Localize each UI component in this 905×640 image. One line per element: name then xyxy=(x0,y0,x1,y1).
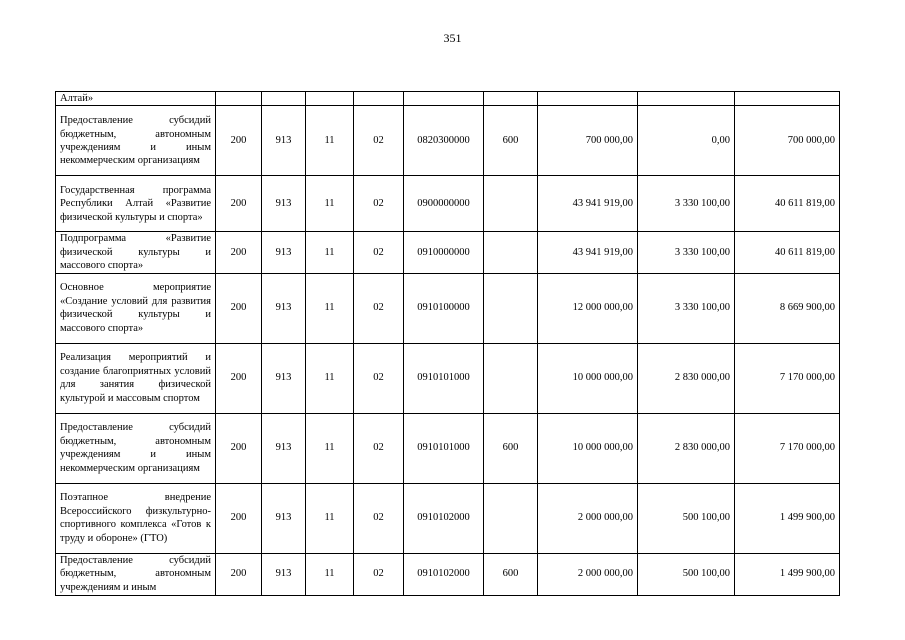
code-cell: 200 xyxy=(216,232,262,273)
subsection-cell: 02 xyxy=(354,273,404,343)
code-cell: 200 xyxy=(216,553,262,595)
table-row xyxy=(56,176,840,232)
amount-cell: 2 000 000,00 xyxy=(538,483,638,553)
section-cell: 11 xyxy=(306,483,354,553)
table-row xyxy=(56,413,840,483)
target-article-cell: 0910100000 xyxy=(404,273,484,343)
total-cell: 8 669 900,00 xyxy=(735,273,840,343)
row-name-cell: Предоставление субсидий бюджетным, автономным учреждениям и иным некоммерческим организациям xyxy=(56,413,216,483)
amount-cell: 43 941 919,00 xyxy=(538,176,638,232)
section-cell: 11 xyxy=(306,553,354,595)
expense-type-cell xyxy=(484,273,538,343)
row-name-cell: Поэтапное внедрение Всероссийского физкультурно-спортивного комплекса «Готов к труду и обороне» (ГТО) xyxy=(56,483,216,553)
amount-cell xyxy=(538,92,638,106)
change-cell: 500 100,00 xyxy=(638,483,735,553)
ministry-code-cell: 913 xyxy=(262,176,306,232)
table-row xyxy=(56,92,840,106)
expense-type-cell xyxy=(484,92,538,106)
amount-cell: 700 000,00 xyxy=(538,106,638,176)
change-cell: 500 100,00 xyxy=(638,553,735,595)
ministry-code-cell: 913 xyxy=(262,413,306,483)
ministry-code-cell: 913 xyxy=(262,553,306,595)
expense-type-cell: 600 xyxy=(484,106,538,176)
target-article-cell: 0910101000 xyxy=(404,413,484,483)
expense-type-cell: 600 xyxy=(484,413,538,483)
change-cell: 3 330 100,00 xyxy=(638,176,735,232)
section-cell: 11 xyxy=(306,106,354,176)
ministry-code-cell: 913 xyxy=(262,483,306,553)
total-cell xyxy=(735,92,840,106)
code-cell: 200 xyxy=(216,106,262,176)
row-name-cell: Государственная программа Республики Алтай «Развитие физической культуры и спорта» xyxy=(56,176,216,232)
section-cell: 11 xyxy=(306,413,354,483)
subsection-cell: 02 xyxy=(354,343,404,413)
code-cell: 200 xyxy=(216,483,262,553)
code-cell xyxy=(216,92,262,106)
subsection-cell: 02 xyxy=(354,176,404,232)
target-article-cell: 0910102000 xyxy=(404,483,484,553)
subsection-cell: 02 xyxy=(354,413,404,483)
row-name-cell: Предоставление субсидий бюджетным, автономным учреждениям и иным xyxy=(56,553,216,595)
row-name-cell: Подпрограмма «Развитие физической культуры и массового спорта» xyxy=(56,232,216,273)
subsection-cell: 02 xyxy=(354,553,404,595)
code-cell: 200 xyxy=(216,176,262,232)
ministry-code-cell: 913 xyxy=(262,273,306,343)
total-cell: 1 499 900,00 xyxy=(735,483,840,553)
expense-type-cell xyxy=(484,483,538,553)
section-cell: 11 xyxy=(306,232,354,273)
ministry-code-cell: 913 xyxy=(262,343,306,413)
amount-cell: 10 000 000,00 xyxy=(538,413,638,483)
target-article-cell: 0910101000 xyxy=(404,343,484,413)
page-number: 351 xyxy=(443,31,462,45)
section-cell: 11 xyxy=(306,343,354,413)
row-name-cell: Основное мероприятие «Создание условий для развития физической культуры и массового спорта» xyxy=(56,273,216,343)
code-cell: 200 xyxy=(216,413,262,483)
target-article-cell: 0910000000 xyxy=(404,232,484,273)
budget-table xyxy=(55,91,840,596)
ministry-code-cell: 913 xyxy=(262,232,306,273)
target-article-cell: 0820300000 xyxy=(404,106,484,176)
target-article-cell xyxy=(404,92,484,106)
section-cell: 11 xyxy=(306,273,354,343)
table-row xyxy=(56,483,840,553)
total-cell: 700 000,00 xyxy=(735,106,840,176)
row-name-cell: Предоставление субсидий бюджетным, автономным учреждениям и иным некоммерческим организациям xyxy=(56,106,216,176)
change-cell xyxy=(638,92,735,106)
code-cell: 200 xyxy=(216,343,262,413)
expense-type-cell xyxy=(484,232,538,273)
table-row xyxy=(56,273,840,343)
expense-type-cell xyxy=(484,343,538,413)
subsection-cell: 02 xyxy=(354,483,404,553)
total-cell: 7 170 000,00 xyxy=(735,343,840,413)
amount-cell: 43 941 919,00 xyxy=(538,232,638,273)
subsection-cell xyxy=(354,92,404,106)
expense-type-cell xyxy=(484,176,538,232)
change-cell: 3 330 100,00 xyxy=(638,232,735,273)
subsection-cell: 02 xyxy=(354,106,404,176)
target-article-cell: 0900000000 xyxy=(404,176,484,232)
change-cell: 2 830 000,00 xyxy=(638,343,735,413)
change-cell: 0,00 xyxy=(638,106,735,176)
target-article-cell: 0910102000 xyxy=(404,553,484,595)
subsection-cell: 02 xyxy=(354,232,404,273)
total-cell: 40 611 819,00 xyxy=(735,176,840,232)
table-row xyxy=(56,106,840,176)
ministry-code-cell xyxy=(262,92,306,106)
amount-cell: 2 000 000,00 xyxy=(538,553,638,595)
total-cell: 1 499 900,00 xyxy=(735,553,840,595)
total-cell: 7 170 000,00 xyxy=(735,413,840,483)
section-cell xyxy=(306,92,354,106)
row-name-cell: Алтай» xyxy=(56,92,216,106)
amount-cell: 12 000 000,00 xyxy=(538,273,638,343)
row-name-cell: Реализация мероприятий и создание благоприятных условий для занятия физической культурой и массовым спортом xyxy=(56,343,216,413)
total-cell: 40 611 819,00 xyxy=(735,232,840,273)
amount-cell: 10 000 000,00 xyxy=(538,343,638,413)
change-cell: 2 830 000,00 xyxy=(638,413,735,483)
code-cell: 200 xyxy=(216,273,262,343)
section-cell: 11 xyxy=(306,176,354,232)
table-row xyxy=(56,232,840,273)
expense-type-cell: 600 xyxy=(484,553,538,595)
table-row xyxy=(56,553,840,595)
change-cell: 3 330 100,00 xyxy=(638,273,735,343)
table-row xyxy=(56,343,840,413)
ministry-code-cell: 913 xyxy=(262,106,306,176)
